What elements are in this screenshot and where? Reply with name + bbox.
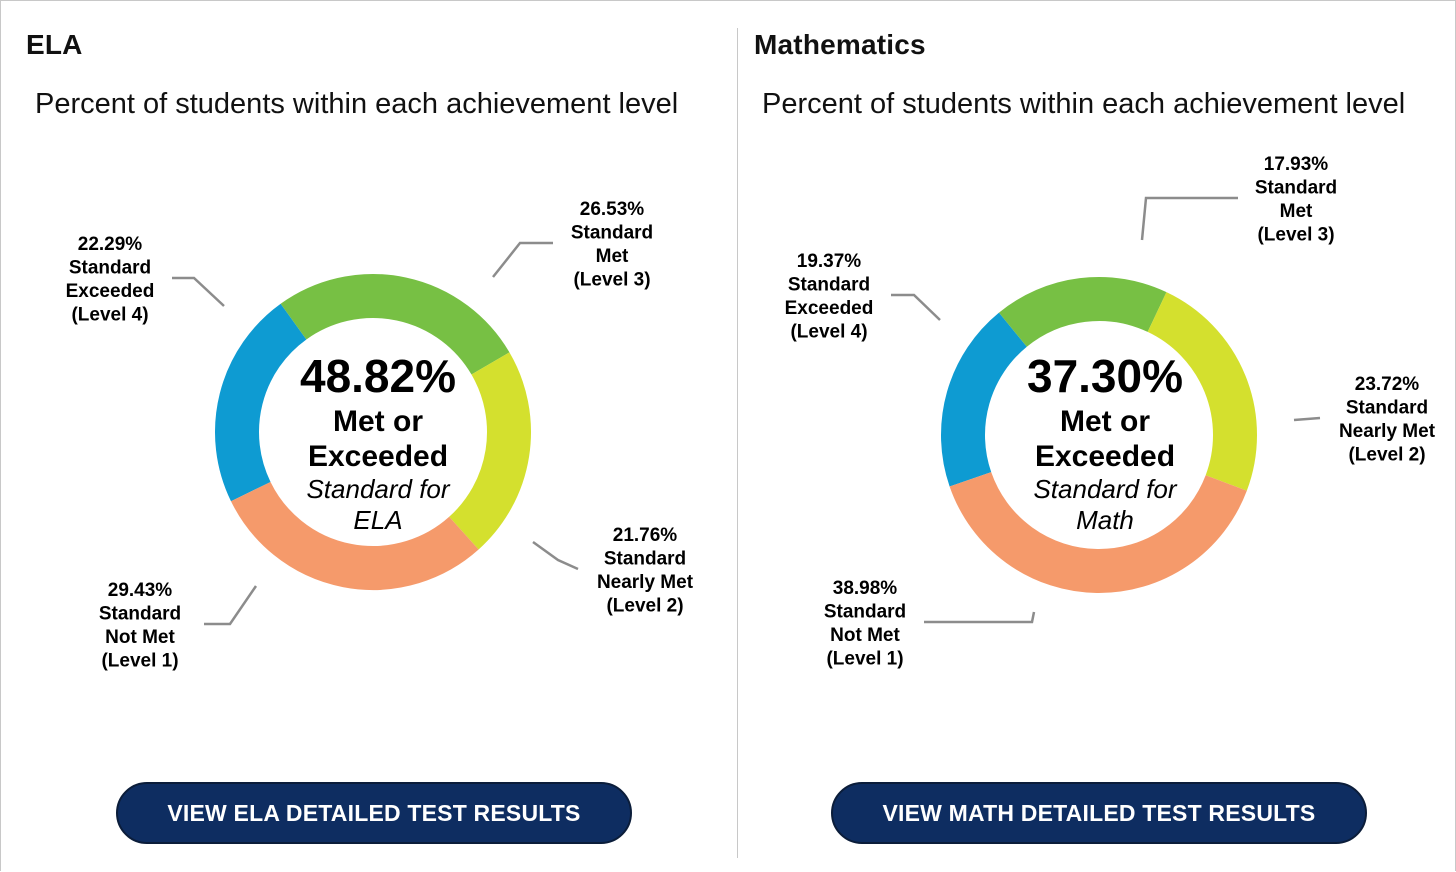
ela-slice-label-line-3-2: Not Met (105, 627, 175, 648)
math-panel (726, 0, 1454, 872)
math-slice-label-3 (824, 578, 906, 670)
math-title: Mathematics (754, 29, 926, 60)
ela-leader-line-0 (172, 278, 224, 306)
math-leader-line-1 (1142, 198, 1238, 240)
math-slice-0 (963, 330, 1013, 480)
ela-leader-line-1 (493, 243, 553, 277)
view-math-results-button[interactable]: VIEW MATH DETAILED TEST RESULTS (831, 782, 1367, 844)
math-center-line3: Standard for (1033, 474, 1177, 504)
ela-slice-label-line-0-2: Exceeded (65, 281, 155, 302)
ela-slice-label-line-3-3: (Level 1) (101, 650, 179, 672)
ela-slice-percent-2: 21.76% (612, 525, 678, 546)
math-slice-label-line-3-1: Standard (823, 601, 907, 623)
math-center-summary (1027, 350, 1183, 535)
math-slice-label-line-0-2: Exceeded (784, 298, 874, 319)
ela-slice-label-line-3-1: Standard (98, 603, 182, 625)
math-center-line4: Math (1076, 505, 1134, 535)
math-leader-line-3 (924, 612, 1034, 622)
ela-slice-label-line-2-2: Nearly Met (596, 572, 694, 593)
ela-slice-label-3 (99, 580, 181, 672)
math-slice-label-2 (1339, 374, 1436, 466)
ela-slice-label-2 (597, 525, 694, 617)
ela-slice-label-line-2-3: (Level 2) (606, 595, 684, 617)
ela-center-summary (300, 350, 456, 535)
math-slice-label-line-0-3: (Level 4) (790, 321, 868, 343)
ela-center-line3: Standard for (306, 474, 450, 504)
math-slice-percent-3: 38.98% (832, 578, 898, 599)
ela-slice-2 (464, 363, 509, 533)
ela-center-line2: Exceeded (307, 440, 449, 473)
math-slice-percent-2: 23.72% (1354, 374, 1420, 395)
math-slice-1 (1013, 299, 1157, 330)
math-donut-chart (726, 0, 1454, 872)
ela-leader-line-2 (533, 542, 578, 569)
ela-slice-percent-1: 26.53% (579, 199, 645, 220)
ela-leader-line-3 (204, 586, 256, 624)
ela-slice-percent-0: 22.29% (77, 234, 143, 255)
ela-slice-label-line-1-3: (Level 3) (573, 269, 651, 291)
math-chart-subtitle: Percent of students within each achievement level (762, 88, 1406, 120)
ela-center-line4: ELA (353, 505, 403, 535)
ela-slice-label-line-0-1: Standard (68, 257, 152, 279)
ela-slice-label-1 (571, 199, 653, 291)
math-center-percent: 37.30% (1026, 350, 1184, 402)
ela-slice-label-line-1-1: Standard (570, 222, 654, 244)
math-slice-label-line-3-2: Not Met (830, 625, 900, 646)
ela-center-percent: 48.82% (299, 350, 457, 402)
math-slice-label-line-3-3: (Level 1) (826, 648, 904, 670)
math-leader-line-0 (891, 295, 940, 320)
math-slice-label-line-1-3: (Level 3) (1257, 224, 1335, 246)
math-slice-label-line-1-2: Met (1279, 201, 1313, 222)
math-slice-label-line-2-3: (Level 2) (1348, 444, 1426, 466)
math-slice-label-line-2-2: Nearly Met (1338, 421, 1436, 442)
math-slice-percent-0: 19.37% (796, 251, 862, 272)
math-slice-label-line-2-1: Standard (1345, 397, 1429, 419)
ela-slice-label-line-2-1: Standard (603, 548, 687, 570)
ela-slice-label-line-1-2: Met (595, 246, 629, 267)
ela-chart-subtitle: Percent of students within each achievement level (35, 88, 679, 120)
ela-slice-label-0 (66, 234, 155, 326)
ela-center-line1: Met or (333, 405, 423, 438)
math-slice-label-line-0-1: Standard (787, 274, 871, 296)
ela-slice-0 (237, 322, 294, 492)
math-slice-label-1 (1255, 154, 1337, 246)
math-slice-percent-1: 17.93% (1263, 154, 1329, 175)
view-ela-results-button[interactable]: VIEW ELA DETAILED TEST RESULTS (116, 782, 632, 844)
ela-title: ELA (26, 29, 83, 60)
math-center-line2: Exceeded (1034, 440, 1176, 473)
math-slice-label-line-1-1: Standard (1254, 177, 1338, 199)
math-center-line1: Met or (1060, 405, 1150, 438)
ela-slice-percent-3: 29.43% (107, 580, 173, 601)
math-leader-line-2 (1294, 418, 1320, 420)
math-slice-label-0 (785, 251, 874, 343)
ela-slice-label-line-0-3: (Level 4) (71, 304, 149, 326)
